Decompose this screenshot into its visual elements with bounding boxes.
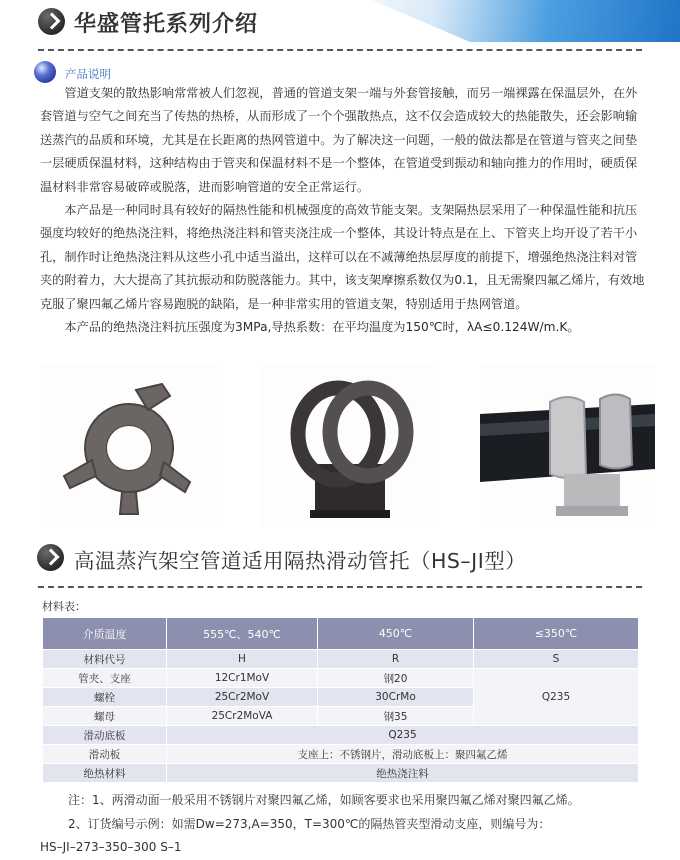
product-description-label: 产品说明 bbox=[65, 67, 111, 81]
table-header-cell: 450℃ bbox=[318, 618, 474, 650]
chevron-right-icon bbox=[38, 8, 65, 35]
table-cell: 支座上：不锈钢片，滑动底板上：聚四氟乙烯 bbox=[167, 745, 639, 764]
table-cell: 30CrMo bbox=[318, 688, 474, 707]
table-cell: Q235 bbox=[474, 669, 639, 726]
table-cell: 滑动底板 bbox=[43, 726, 167, 745]
table-header-cell: ≤350℃ bbox=[474, 618, 639, 650]
section2-divider bbox=[38, 586, 642, 588]
material-table-label: 材料表： bbox=[42, 600, 86, 613]
table-cell: S bbox=[474, 650, 639, 669]
table-row bbox=[43, 650, 639, 669]
table-header-cell: 555℃、540℃ bbox=[167, 618, 318, 650]
table-row bbox=[43, 764, 639, 783]
product-photo-saddle bbox=[40, 364, 218, 526]
paragraph-1: 管道支架的散热影响常常被人们忽视，普通的管道支架一端与外套管接触，而另一端裸露在保温层外，在外套管道与空气之间充当了传热的热桥，从而形成了一个个强散热点，这不仅会造成较大的热能散失，还会影响输送蒸汽的品质和环境，尤其是在长距离的热网管道中。为了解决这一问题，一般的做法都是在管道与管夹之间垫一层硬质保温材料，这种结构由于管夹和保温材料不是一个整体，在管道受到振动和轴向推力的作用时，硬质保温材料非常容易破碎或脱落，进而影响管道的安全正常运行。 bbox=[40, 86, 638, 194]
table-cell: 螺母 bbox=[43, 707, 167, 726]
table-cell: 绝热浇注料 bbox=[167, 764, 639, 783]
table-cell: 滑动板 bbox=[43, 745, 167, 764]
paragraph-2: 本产品是一种同时具有较好的隔热性能和机械强度的高效节能支架。支架隔热层采用了一种保温性能和抗压强度均较好的绝热浇注料，将绝热浇注料和管夹浇注成一个整体，其设计特点是在上、下管夹上均开设了若干小孔，制作时让绝热浇注料从这些小孔中适当溢出，这样可以在不减薄绝热层厚度的前提下，增强绝热浇注料对管夹的附着力，大大提高了其抗振动和防脱落能力。其中，该支架摩擦系数仅为0.1，且无需聚四氟乙烯片，有效地克服了聚四氟乙烯片容易跑脱的缺陷，是一种非常实用的管道支架，特别适用于热网管道。 bbox=[40, 203, 645, 311]
table-row bbox=[43, 726, 639, 745]
table-row bbox=[43, 745, 639, 764]
material-table bbox=[42, 617, 639, 783]
table-cell: Q235 bbox=[167, 726, 639, 745]
order-code-example: HS–JI–273–350–300 S–1 bbox=[40, 840, 182, 854]
sphere-bullet-icon bbox=[34, 61, 56, 83]
product-description-body bbox=[40, 82, 646, 339]
table-cell: R bbox=[318, 650, 474, 669]
table-cell: 12Cr1MoV bbox=[167, 669, 318, 688]
table-header-row bbox=[43, 618, 639, 650]
table-row bbox=[43, 669, 639, 688]
table-cell: 材料代号 bbox=[43, 650, 167, 669]
table-cell: 管夹、支座 bbox=[43, 669, 167, 688]
note-1: 注：1、两滑动面一般采用不锈钢片对聚四氟乙烯，如顾客要求也采用聚四氟乙烯对聚四氟乙烯。 bbox=[68, 793, 580, 807]
product-photo-clamp-support bbox=[260, 364, 438, 526]
chevron-right-icon bbox=[37, 544, 64, 571]
section1-divider bbox=[38, 49, 642, 51]
section2-title: 高温蒸汽架空管道适用隔热滑动管托（HS–JI型） bbox=[74, 549, 527, 573]
table-cell: H bbox=[167, 650, 318, 669]
table-header-cell: 介质温度 bbox=[43, 618, 167, 650]
table-cell: 钢20 bbox=[318, 669, 474, 688]
product-photo-installed-pipe bbox=[480, 364, 655, 526]
paragraph-3: 本产品的绝热浇注料抗压强度为3MPa,导热系数：在平均温度为150℃时，λA≤0.124W/m.K。 bbox=[64, 320, 580, 335]
table-cell: 钢35 bbox=[318, 707, 474, 726]
table-cell: 绝热材料 bbox=[43, 764, 167, 783]
table-cell: 25Cr2MoVA bbox=[167, 707, 318, 726]
table-cell: 25Cr2MoV bbox=[167, 688, 318, 707]
table-cell: 螺栓 bbox=[43, 688, 167, 707]
section1-title: 华盛管托系列介绍 bbox=[74, 12, 259, 37]
note-2: 2、订货编号示例：如需Dw=273,A=350，T=300℃的隔热管夹型滑动支座，则编号为： bbox=[68, 817, 551, 831]
